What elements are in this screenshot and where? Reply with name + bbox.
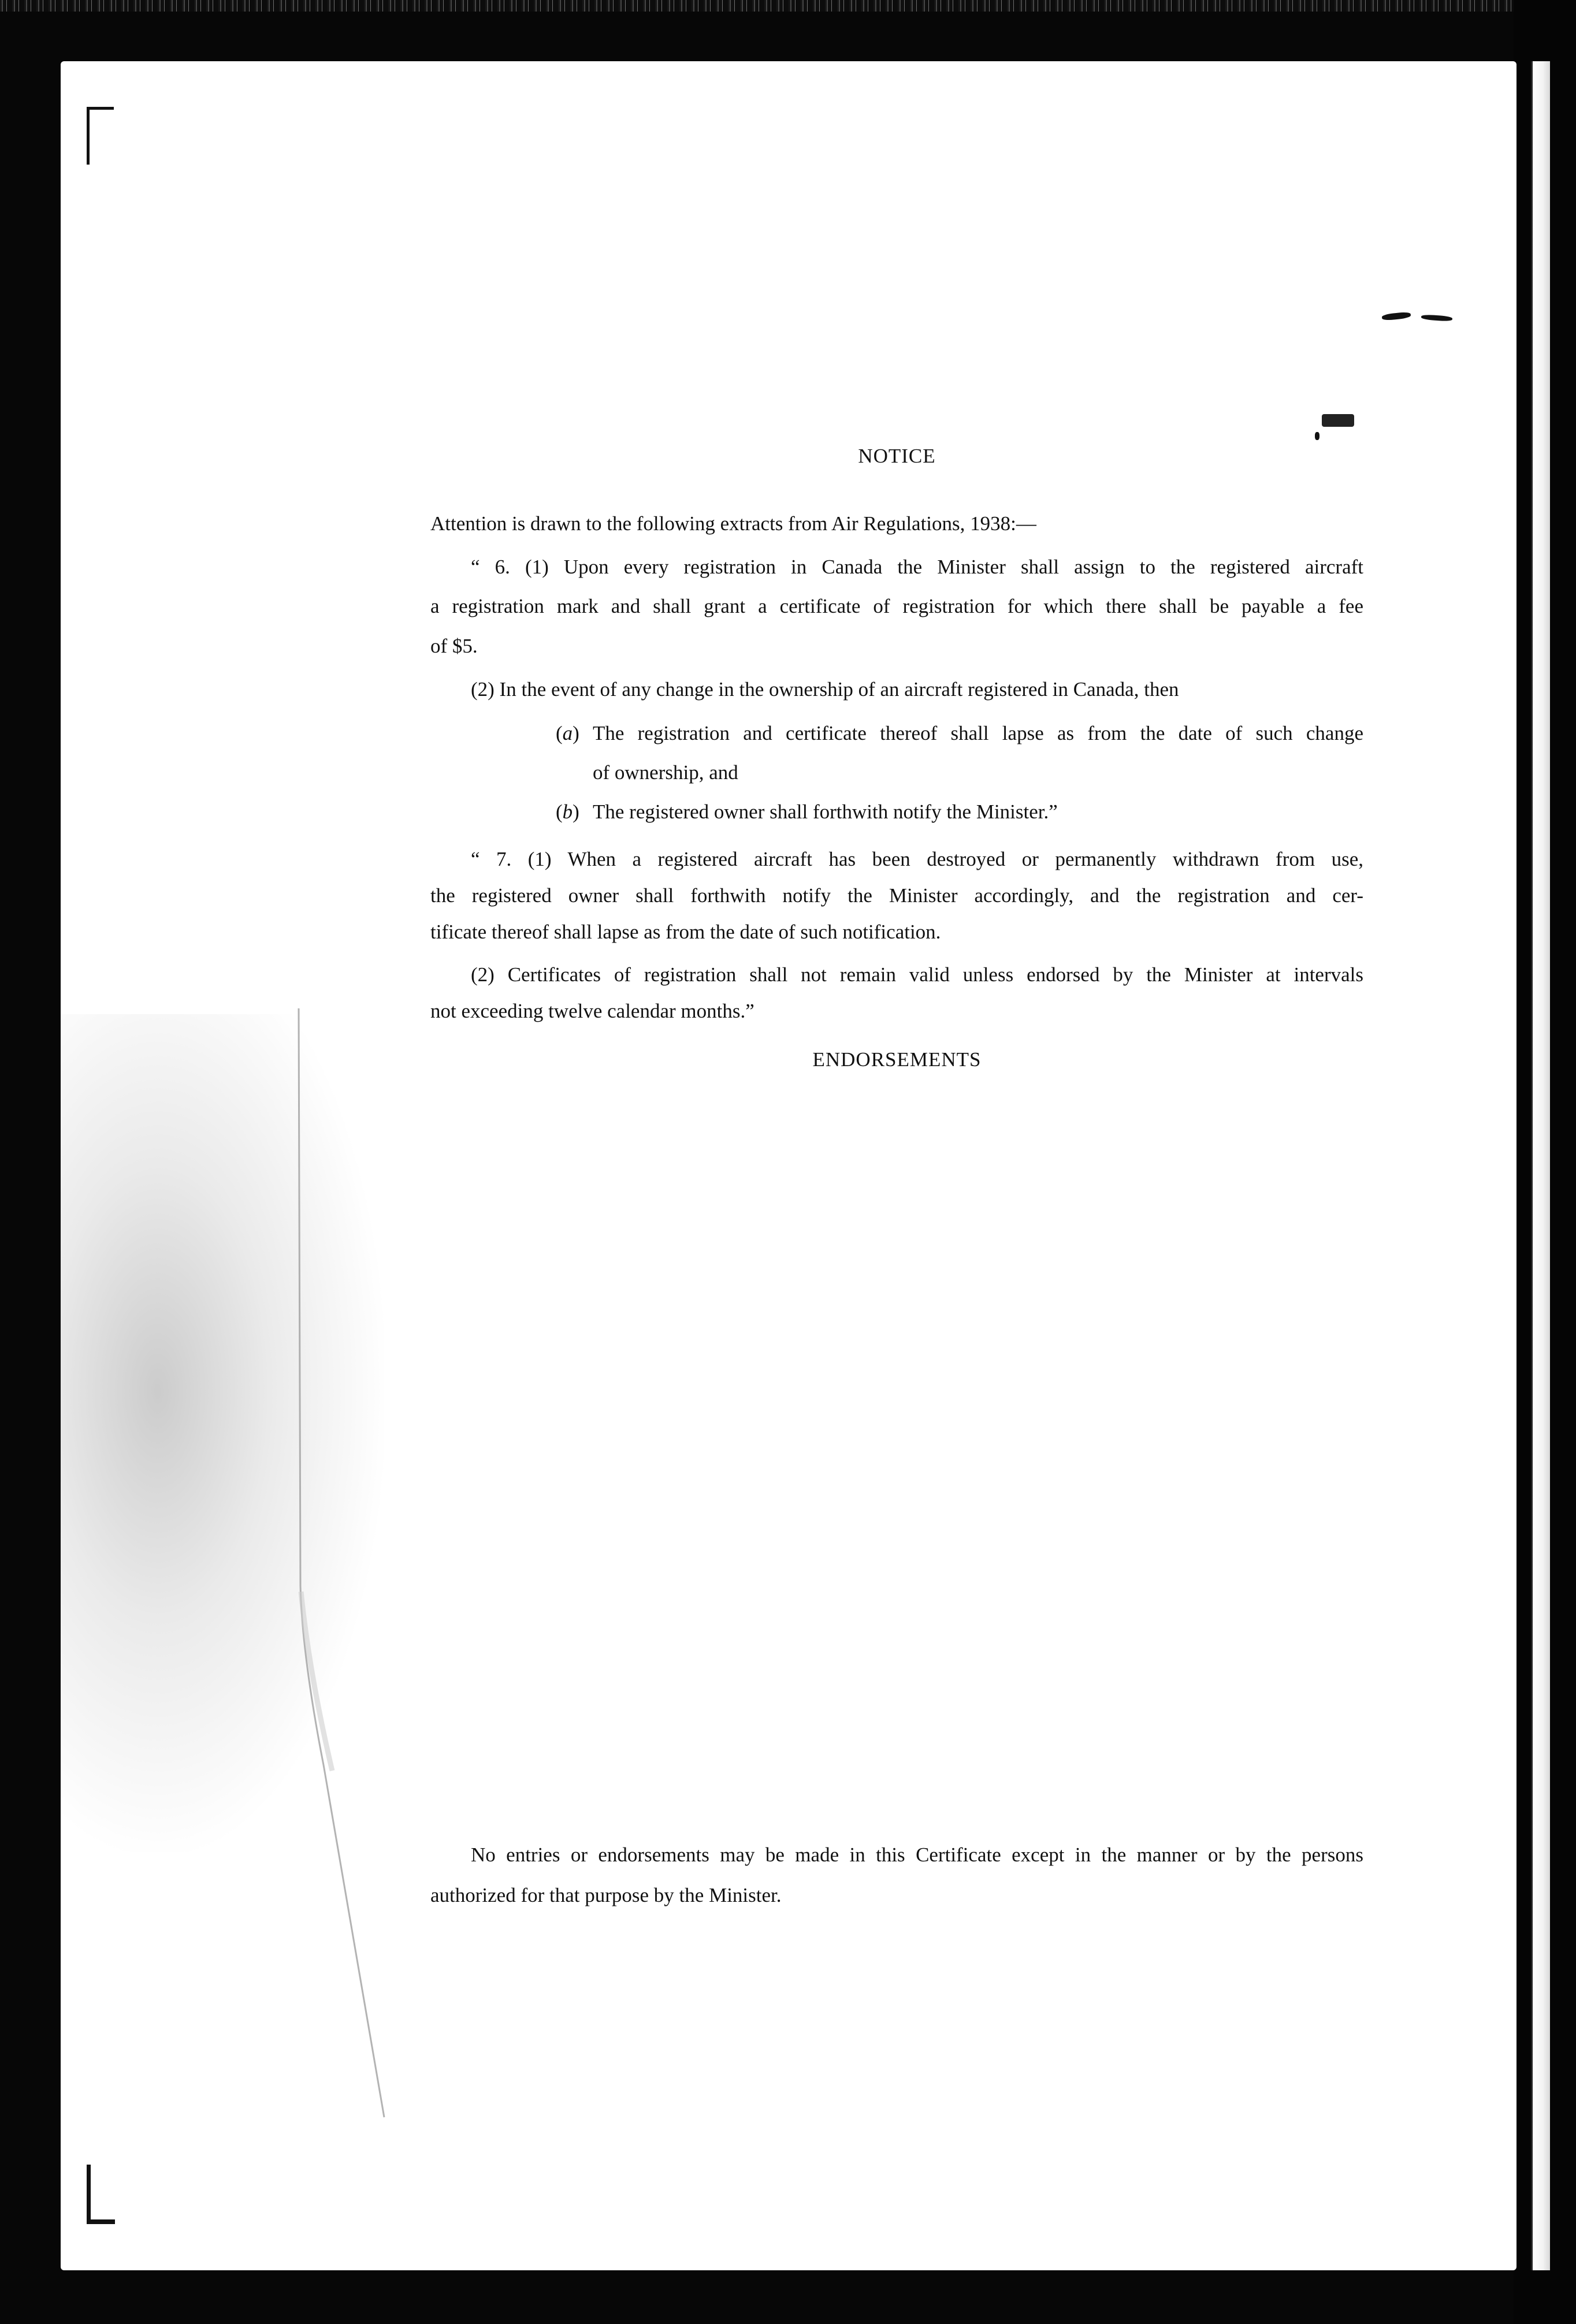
regulation-6-subsection-2: (2) In the event of any change in the ownership of an aircraft registered in Canada, then: [471, 678, 1179, 701]
regulation-7-subsection-2-line-1: (2) Certificates of registration shall not remain valid unless endorsed by the Minister at intervals: [471, 963, 1363, 986]
regulation-7-subsection-2-line-2: not exceeding twelve calendar months.”: [430, 1000, 754, 1022]
endorsements-footer-line-2: authorized for that purpose by the Minister.: [430, 1884, 782, 1906]
clause-b-marker: (b): [556, 800, 579, 823]
binding-edge: [1531, 61, 1550, 2270]
regulation-6-line-2: a registration mark and shall grant a certificate of registration for which there shall be payable a fee: [430, 595, 1363, 617]
scan-edge-noise: [0, 0, 1576, 12]
clause-letter: b: [562, 800, 573, 823]
paper-smudge: [61, 1014, 384, 1852]
endorsements-footer-line-1: No entries or endorsements may be made in this Certificate except in the manner or by the persons: [471, 1843, 1363, 1866]
document-sheet: [61, 61, 1516, 2270]
ink-blot: [1322, 414, 1354, 427]
regulation-6-line-3: of $5.: [430, 635, 478, 657]
clause-a-marker: (a): [556, 722, 579, 744]
ink-blot: [1315, 432, 1319, 440]
notice-title: NOTICE: [858, 445, 936, 467]
regulation-7-line-3: tificate thereof shall lapse as from the date of such notification.: [430, 921, 941, 943]
notice-intro: Attention is drawn to the following extracts from Air Regulations, 1938:—: [430, 512, 1036, 535]
crop-mark-bottom-left: [87, 2165, 115, 2224]
regulation-7-line-2: the registered owner shall forthwith notify the Minister accordingly, and the registration and cer-: [430, 884, 1363, 907]
clause-a-line-2: of ownership, and: [593, 761, 738, 784]
crop-mark-top-left: [87, 107, 114, 165]
clause-a-line-1: The registration and certificate thereof shall lapse as from the date of such change: [593, 722, 1363, 744]
clause-b-line-1: The registered owner shall forthwith notify the Minister.”: [593, 800, 1058, 823]
fold-crease: [61, 61, 1516, 2270]
regulation-6-line-1: “ 6. (1) Upon every registration in Canada the Minister shall assign to the registered aircraft: [471, 556, 1363, 578]
endorsements-title: ENDORSEMENTS: [812, 1048, 982, 1071]
clause-letter: a: [562, 722, 573, 744]
regulation-7-line-1: “ 7. (1) When a registered aircraft has been destroyed or permanently withdrawn from use,: [471, 848, 1363, 870]
